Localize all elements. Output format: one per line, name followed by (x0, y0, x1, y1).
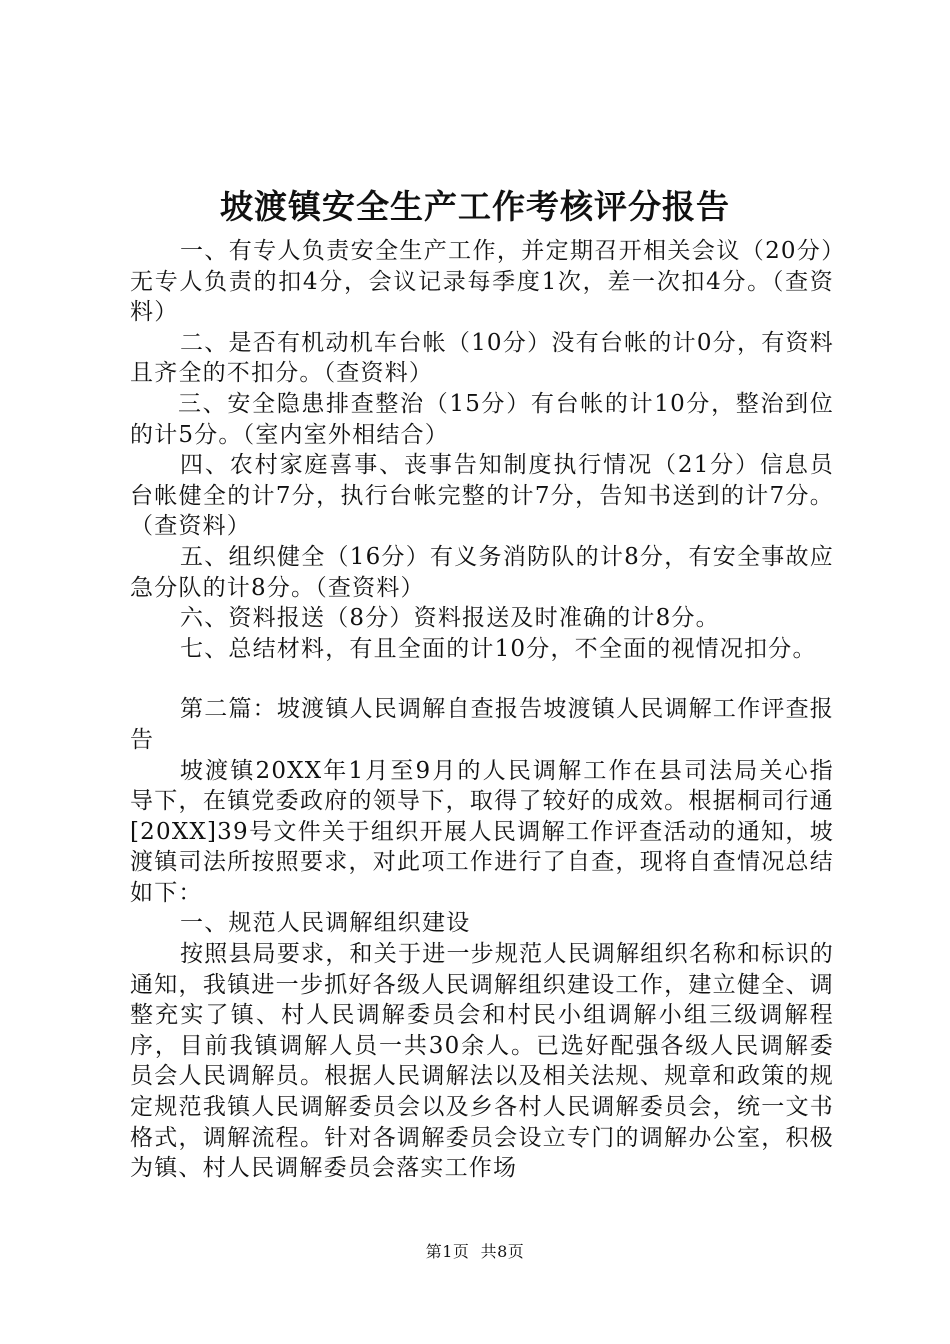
page-footer (0, 1240, 950, 1264)
document-title: 坡渡镇安全生产工作考核评分报告 (220, 187, 730, 226)
page-number: 第1页 (425, 1242, 470, 1261)
section-heading: 第二篇：坡渡镇人民调解自查报告坡渡镇人民调解工作评查报告 (130, 696, 834, 753)
body-paragraph: 坡渡镇20XX年1月至9月的人民调解工作在县司法局关心指导下，在镇党委政府的领导下，取得了较好的成效。根据桐司行通[20XX]39号文件关于组织开展人民调解工作评查活动的通知，坡渡镇司法所按照要求，对此项工作进行了自查，现将自查情况总结如下： (130, 757, 834, 906)
scoring-item-4: 四、农村家庭喜事、丧事告知制度执行情况（21分）信息员台帐健全的计7分，执行台帐完整的计7分，告知书送到的计7分。（查资料） (130, 452, 834, 540)
scoring-item-7: 七、总结材料，有且全面的计10分，不全面的视情况扣分。 (180, 635, 817, 662)
paragraph-gap (130, 664, 834, 694)
document-body (130, 236, 834, 1184)
subsection-heading: 一、规范人民调解组织建设 (180, 910, 471, 937)
scoring-item-6: 六、资料报送（8分）资料报送及时准确的计8分。 (180, 605, 720, 632)
scoring-item-3: 三、安全隐患排查整治（15分）有台帐的计10分，整治到位的计5分。（室内室外相结合） (130, 390, 834, 448)
body-paragraph: 按照县局要求，和关于进一步规范人民调解组织名称和标识的通知，我镇进一步抓好各级人民调解组织建设工作，建立健全、调整充实了镇、村人民调解委员会和村民小组调解小组三级调解程序，目前我镇调解人员一共30余人。已选好配强各级人民调解委员会人民调解员。根据人民调解法以及相关法规、规章和政策的规定规范我镇人民调解委员会以及乡各村人民调解委员会，统一文书格式，调解流程。针对各调解委员会设立专门的调解办公室，积极为镇、村人民调解委员会落实工作场 (130, 941, 834, 1182)
scoring-item-1: 一、有专人负责安全生产工作，并定期召开相关会议（20分）无专人负责的扣4分，会议记录每季度1次，差一次扣4分。（查资料） (130, 238, 834, 326)
page-total: 共8页 (480, 1242, 525, 1261)
scoring-item-2: 二、是否有机动机车台帐（10分）没有台帐的计0分，有资料且齐全的不扣分。（查资料） (130, 329, 834, 387)
scoring-item-5: 五、组织健全（16分）有义务消防队的计8分，有安全事故应急分队的计8分。（查资料） (130, 543, 834, 601)
